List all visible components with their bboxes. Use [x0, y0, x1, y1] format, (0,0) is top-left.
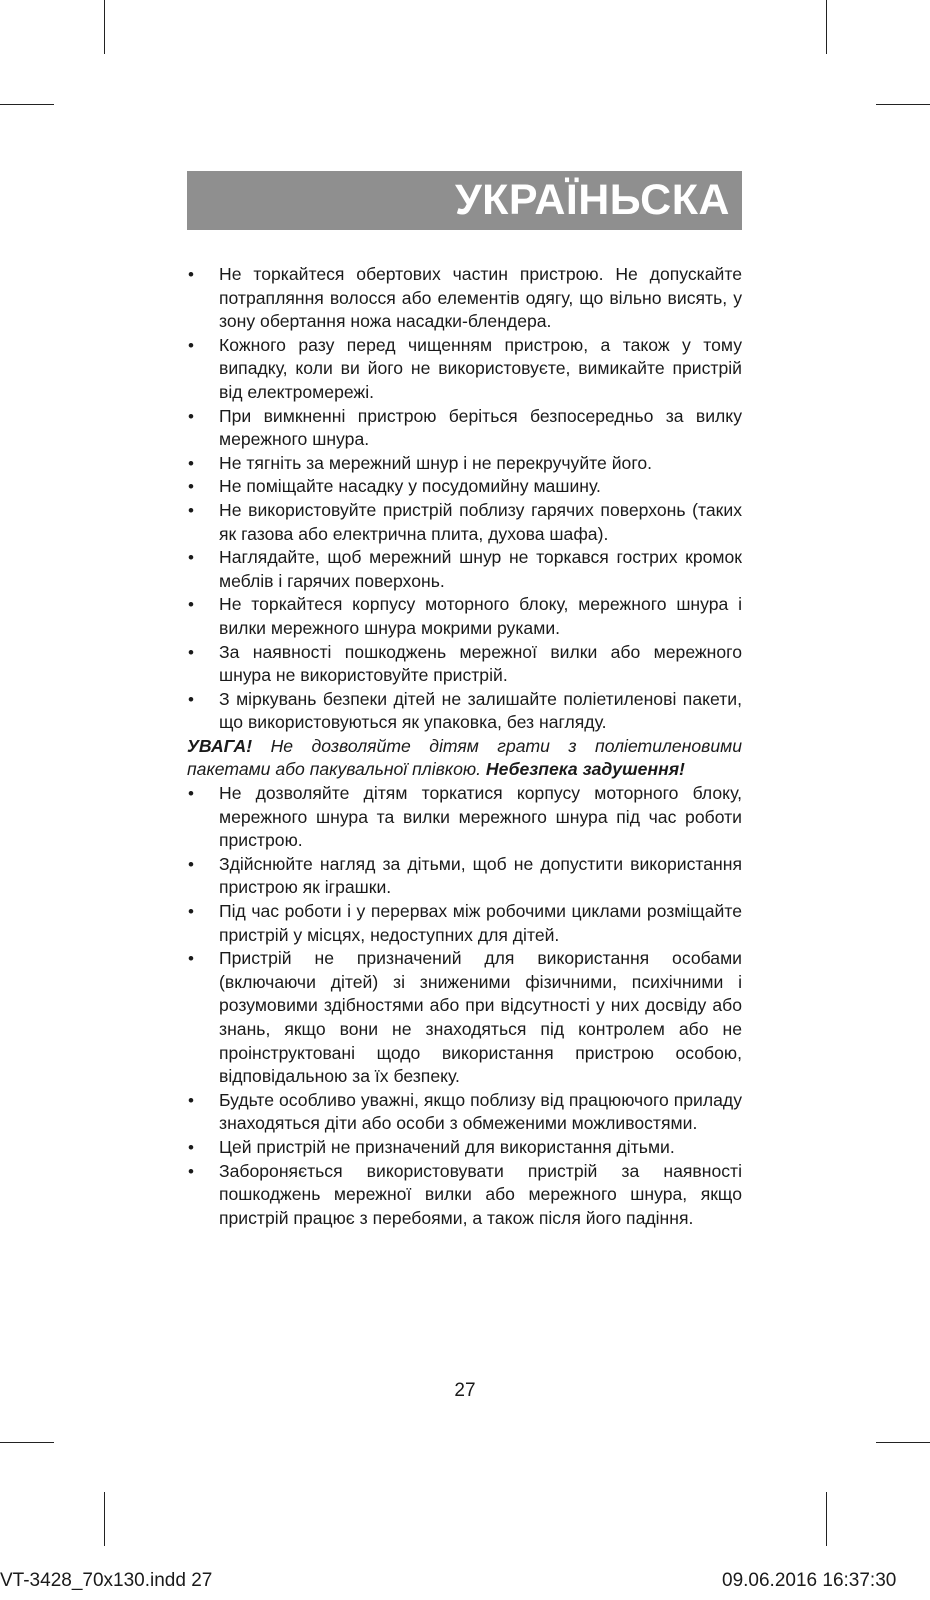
- bullet-icon: •: [188, 689, 194, 709]
- language-banner: [187, 171, 742, 230]
- bullet-icon: •: [188, 902, 194, 922]
- safety-instructions: [187, 263, 742, 1230]
- list-item: [187, 405, 742, 452]
- crop-mark: [826, 0, 827, 54]
- list-item-text: Не тягніть за мережний шнур і не перекручуйте його.: [219, 452, 653, 473]
- bullet-icon: •: [188, 949, 194, 969]
- bullet-icon: •: [188, 265, 194, 284]
- list-item-text: З міркувань безпеки дітей не залишайте поліетиленові пакети, що використовуються як упаковка, без нагляду.: [219, 688, 742, 733]
- list-item-text: За наявності пошкоджень мережної вилки або мережного шнура не використовуйте пристрій.: [219, 641, 742, 686]
- bullet-icon: •: [188, 595, 194, 615]
- bullet-icon: •: [188, 784, 194, 804]
- print-slug-file: VT-3428_70x130.indd 27: [0, 1570, 213, 1591]
- page-title: УКРАЇНЬСКА: [454, 176, 730, 224]
- list-item-text: Наглядайте, щоб мережний шнур не торкався гострих кромок меблів і гарячих поверхонь.: [219, 547, 742, 591]
- list-item: [187, 947, 742, 1089]
- list-item: [187, 452, 742, 476]
- list-item-text: Не торкайтеся корпусу моторного блоку, мережного шнура і вилки мережного шнура мокрими руками.: [219, 594, 742, 638]
- list-item: [187, 641, 742, 688]
- list-item-text: Не торкайтеся обертових частин пристрою. Не допускайте потрапляння волосся або елементів одягу, що вільно висять, у зону обертання ножа насадки-блендера.: [219, 264, 742, 332]
- list-item: [187, 475, 742, 499]
- crop-mark: [0, 1442, 54, 1443]
- bullet-icon: •: [188, 548, 194, 568]
- list-item-text: Забороняється використовувати пристрій за наявності пошкоджень мережної вилки або мережного шнура, якщо пристрій працює з перебоями, а також після його падіння.: [219, 1160, 742, 1228]
- list-item-text: Цей пристрій не призначений для використання дітьми.: [219, 1136, 675, 1157]
- list-item: [187, 546, 742, 593]
- list-item-text: Будьте особливо уважні, якщо поблизу від працюючого приладу знаходяться діти або особи з обмеженими можливостями.: [219, 1089, 742, 1134]
- crop-mark: [826, 1492, 827, 1546]
- list-item: [187, 1160, 742, 1231]
- list-item: [187, 1136, 742, 1160]
- warning-label: УВАГА!: [187, 735, 253, 756]
- list-item: [187, 900, 742, 947]
- list-item: [187, 782, 742, 853]
- bullet-icon: •: [188, 500, 194, 520]
- bullet-icon: •: [188, 1090, 194, 1110]
- crop-mark: [104, 0, 105, 54]
- bullet-icon: •: [188, 854, 194, 874]
- bullet-icon: •: [188, 1161, 194, 1181]
- page-number: 27: [454, 1380, 476, 1401]
- list-item-text: Пристрій не призначений для використання особами (включаючи дітей) зі зниженими фізичними, психічними і розумовими здібностями або при відсутності у них досвіду або знань, якщо вони не знаходяться під контролем або не проінструктовані щодо використання пристрою особою, відповідальною за їх безпеку.: [219, 948, 742, 1087]
- bullet-icon: •: [188, 477, 194, 497]
- warning-text: Не дозволяйте дітям грати з поліетиленовими пакетами або пакувальної плівкою.: [187, 735, 742, 780]
- bullet-list-2: [187, 782, 742, 1230]
- list-item: [187, 1089, 742, 1136]
- crop-mark: [876, 1442, 930, 1443]
- list-item: [187, 334, 742, 405]
- list-item-text: Не використовуйте пристрій поблизу гарячих поверхонь (таких як газова або електрична плита, духова шафа).: [219, 499, 742, 544]
- list-item: [187, 853, 742, 900]
- crop-mark: [876, 104, 930, 105]
- crop-mark: [0, 104, 54, 105]
- list-item-text: Кожного разу перед чищенням пристрою, а також у тому випадку, коли ви його не використовуєте, вимикайте пристрій від електромережі.: [219, 334, 742, 402]
- warning-emphasis: Небезпека задушення!: [485, 759, 685, 780]
- bullet-list-1: [187, 263, 742, 735]
- bullet-icon: •: [188, 406, 194, 426]
- bullet-icon: •: [188, 642, 194, 662]
- list-item-text: При вимкненні пристрою беріться безпосередньо за вилку мережного шнура.: [219, 405, 742, 450]
- print-slug-date: 09.06.2016 16:37:30: [722, 1570, 897, 1591]
- list-item-text: Не поміщайте насадку у посудомийну машину.: [219, 476, 601, 497]
- list-item: [187, 593, 742, 640]
- bullet-icon: •: [188, 1137, 194, 1157]
- warning-paragraph: [187, 735, 742, 782]
- list-item-text: Не дозволяйте дітям торкатися корпусу моторного блоку, мережного шнура та вилки мережного шнура під час роботи пристрою.: [219, 783, 742, 851]
- list-item-text: Здійснюйте нагляд за дітьми, щоб не допустити використання пристрою як іграшки.: [219, 853, 742, 898]
- bullet-icon: •: [188, 453, 194, 473]
- list-item-text: Під час роботи і у перервах між робочими циклами розміщайте пристрій у місцях, недоступних для дітей.: [219, 901, 742, 945]
- list-item: [187, 263, 742, 334]
- bullet-icon: •: [188, 335, 194, 355]
- list-item: [187, 688, 742, 735]
- list-item: [187, 499, 742, 546]
- crop-mark: [104, 1492, 105, 1546]
